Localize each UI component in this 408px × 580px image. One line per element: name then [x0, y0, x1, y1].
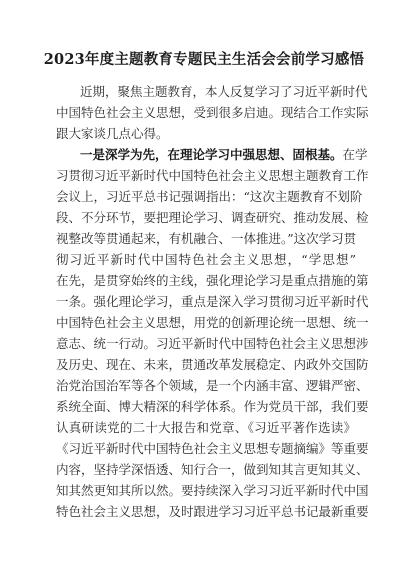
paragraph-line: 意志、统一行动。习近平新时代中国特色社会主义思想涉 — [56, 336, 369, 351]
paragraph-line: 《习近平新时代中国特色社会主义思想专题摘编》等重要 — [56, 441, 369, 456]
paragraph-line: 彻习近平新时代中国特色社会主义思想，“学思想” — [56, 252, 356, 267]
paragraph-line: 一条。强化理论学习，重点是深入学习贯彻习近平新时代 — [56, 294, 369, 309]
paragraph-line: 中国特色社会主义思想，用党的创新理论统一思想、统一 — [56, 315, 369, 330]
paragraph-line: 认真研读党的二十大报告和党章、《习近平著作选读》 — [56, 420, 356, 435]
paragraph-line: 特色社会主义思想，及时跟进学习习近平总书记最新重要 — [56, 504, 369, 519]
paragraph-line: 及历史、现在、未来，贯通改革发展稳定、内政外交国防 — [56, 357, 369, 372]
bold-heading: 一是深学为先，在理论学习中强思想、固根基。 — [80, 147, 343, 162]
paragraph-line: 习贯彻习近平新时代中国特色社会主义思想主题教育工作 — [56, 168, 369, 183]
paragraph-line: 系统全面、博大精深的科学体系。作为党员干部，我们要 — [56, 399, 369, 414]
paragraph-line: 中国特色社会主义思想，受到很多启迪。现结合工作实际 — [56, 105, 369, 120]
paragraph-line: 内容，坚持学深悟透、知行合一，做到知其言更知其义、 — [56, 462, 369, 477]
paragraph-line — [80, 147, 368, 163]
paragraph-line: 视整改等贯通起来，有机融合、一体推进。”这次学习贯 — [56, 231, 357, 246]
paragraph-line: 段、不分环节，要把理论学习、调查研究、推动发展、检 — [56, 210, 369, 225]
paragraph-line: 近期，聚焦主题教育，本人反复学习了习近平新时代 — [80, 84, 368, 99]
paragraph-line: 在先，是贯穿始终的主线，强化理论学习是重点措施的第 — [56, 273, 369, 288]
document-title: 2023年度主题教育专题民主生活会会前学习感悟 — [43, 51, 365, 68]
paragraph-text: 在学 — [342, 147, 368, 162]
paragraph-line: 知其然更知其所以然。要持续深入学习习近平新时代中国 — [56, 483, 369, 498]
paragraph-line: 跟大家谈几点心得。 — [56, 126, 169, 141]
paragraph-line: 会议上，习近平总书记强调指出：“这次主题教育不划阶 — [56, 189, 363, 204]
paragraph-line: 治党治国治军等各个领域，是一个内涵丰富、逻辑严密、 — [56, 378, 369, 393]
